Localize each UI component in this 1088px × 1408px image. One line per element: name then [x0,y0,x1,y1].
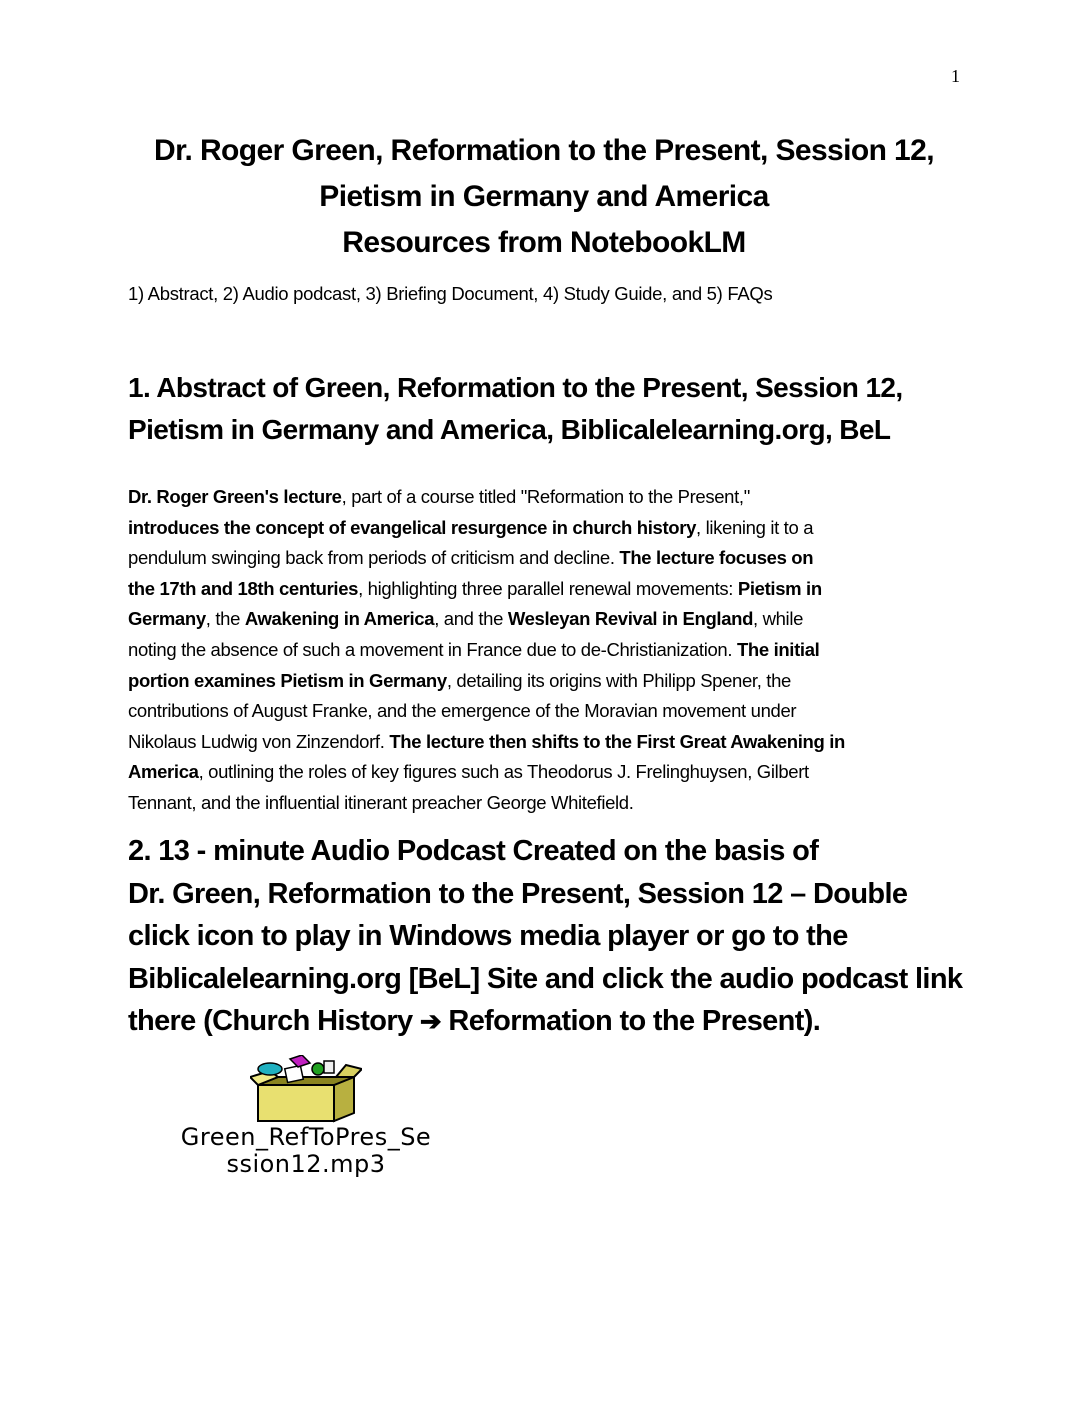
abstract-line [128,482,960,513]
abstract-bold-text: The initial [736,638,820,660]
title-line-3: Resources from NotebookLM [342,226,746,259]
abstract-line [128,788,960,819]
abstract-bold-text: The lecture focuses on [619,547,814,569]
abstract-line [128,543,960,574]
abstract-bold-text: Pietism in [737,577,822,599]
page-number: 1 [951,66,960,86]
abstract-paragraph [128,482,960,819]
podcast-heading-line-1: 2. 13 - minute Audio Podcast Created on the basis of [128,835,819,867]
abstract-line [128,513,960,544]
abstract-bold-text: America [128,761,199,783]
abstract-line [128,757,960,788]
abstract-text: , outlining the roles of key figures such as Theodorus J. Frelinghuysen, Gilbert [198,761,809,783]
arrow-right-icon: ➔ [419,1006,441,1036]
podcast-heading-line-4: Biblicalelearning.org [BeL] Site and click the audio podcast link [128,962,963,995]
abstract-bold-text: introduces the concept of evangelical resurgence in church history [128,516,697,538]
abstract-bold-text: Awakening in America [244,608,435,630]
document-title [128,128,960,266]
abstract-line [128,574,960,605]
abstract-bold-text: portion examines Pietism in Germany [128,669,447,691]
abstract-text: , part of a course titled "Reformation to the Present," [341,486,750,507]
abstract-text: Nikolaus Ludwig von Zinzendorf. [128,730,390,752]
podcast-line-5-end: Reformation to the Present). [441,1005,821,1037]
abstract-bold-text: the 17th and 18th centuries [128,577,359,599]
abstract-text: , while [753,608,804,630]
abstract-heading [128,367,960,451]
abstract-line [128,727,960,758]
title-line-1: Dr. Roger Green, Reformation to the Present, Session 12, [154,134,934,167]
abstract-heading-line-1: 1. Abstract of Green, Reformation to the Present, Session 12, [128,372,903,403]
package-icon[interactable] [250,1055,362,1123]
abstract-text: noting the absence of such a movement in France due to de-Christianization. [128,638,737,660]
abstract-text: , highlighting three parallel renewal movements: [358,577,738,599]
podcast-heading-line-5 [128,1000,968,1043]
abstract-bold-text: Wesleyan Revival in England [507,608,754,630]
abstract-bold-text: The lecture then shifts to the First Great Awakening in [389,730,845,752]
audio-file-name-line-1: Green_RefToPres_Se [180,1123,432,1151]
abstract-line [128,635,960,666]
abstract-line [128,604,960,635]
abstract-text: pendulum swinging back from periods of criticism and decline. [128,547,620,569]
abstract-text: contributions of August Franke, and the emergence of the Moravian movement under [128,700,797,722]
abstract-bold-text: Germany [128,608,206,630]
abstract-line [128,696,960,727]
package-icon-graphic [250,1055,362,1123]
abstract-text: , likening it to a [696,516,814,538]
resources-list: 1) Abstract, 2) Audio podcast, 3) Briefing Document, 4) Study Guide, and 5) FAQs [128,283,773,304]
podcast-heading-line-3: click icon to play in Windows media player or go to the [128,920,848,952]
abstract-text: Tennant, and the influential itinerant preacher George Whitefield. [128,791,634,813]
podcast-line-5-start: there (Church History [128,1005,420,1037]
abstract-text: , the [205,608,245,630]
abstract-text: , detailing its origins with Philipp Spener, the [446,669,791,691]
abstract-bold-text: Dr. Roger Green's lecture [128,486,342,507]
audio-file-name-line-2: ssion12.mp3 [226,1150,386,1178]
abstract-heading-line-2: Pietism in Germany and America, Biblicalelearning.org, BeL [128,414,891,445]
audio-file-name[interactable] [124,1124,488,1178]
abstract-line [128,666,960,697]
abstract-text: , and the [434,608,508,630]
title-line-2: Pietism in Germany and America [319,180,769,213]
podcast-heading [128,830,968,1043]
podcast-heading-line-2: Dr. Green, Reformation to the Present, Session 12 – Double [128,877,908,910]
